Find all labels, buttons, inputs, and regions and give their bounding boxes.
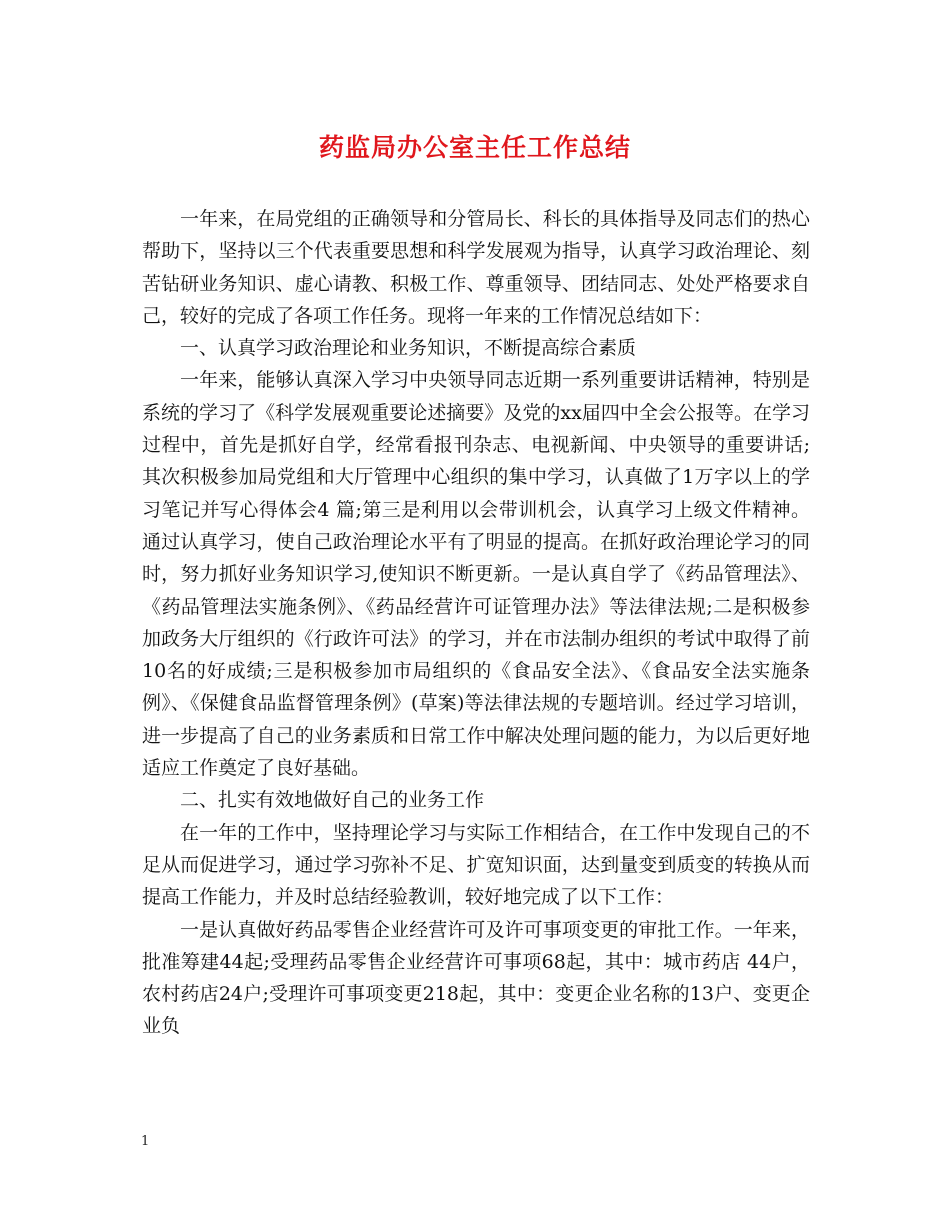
section-2-intro-paragraph: 在一年的工作中，坚持理论学习与实际工作相结合，在工作中发现自己的不足从而促进学习，通过学习弥补不足、扩宽知识面，达到量变到质变的转换从而提高工作能力，并及时总结经验教训，较好地完成了以下工作：: [142, 821, 810, 909]
intro-paragraph: 一年来，在局党组的正确领导和分管局长、科长的具体指导及同志们的热心帮助下，坚持以三个代表重要思想和科学发展观为指导，认真学习政治理论、刻苦钻研业务知识、虚心请教、积极工作、尊重领导、团结同志、处处严格要求自己，较好的完成了各项工作任务。现将一年来的工作情况总结如下：: [142, 208, 810, 327]
section-heading-1: 一、认真学习政治理论和业务知识，不断提高综合素质: [180, 337, 637, 360]
section-1-paragraph: 一年来，能够认真深入学习中央领导同志近期一系列重要讲话精神，特别是系统的学习了《科学发展观重要论述摘要》及党的xx届四中全会公报等。在学习过程中，首先是抓好自学，经常看报刊杂志、电视新闻、中央领导的重要讲话;其次积极参加局党组和大厅管理中心组织的集中学习，认真做了1万字以上的学习笔记并写心得体会4 篇;第三是利用以会带训机会，认真学习上级文件精神。通过认真学习，使自己政治理论水平有了明显的提高。在抓好政治理论学习的同时，努力抓好业务知识学习,使知识不断更新。一是认真自学了《药品管理法》、《药品管理法实施条例》、《药品经营许可证管理办法》等法律法规;二是积极参加政务大厅组织的《行政许可法》的学习，并在市法制办组织的考试中取得了前10名的好成绩;三是积极参加市局组织的《食品安全法》、《食品安全法实施条例》、《保健食品监督管理条例》(草案)等法律法规的专题培训。经过学习培训，进一步提高了自己的业务素质和日常工作中解决处理问题的能力，为以后更好地适应工作奠定了良好基础。: [142, 369, 810, 780]
section-2-item-1-paragraph: 一是认真做好药品零售企业经营许可及许可事项变更的审批工作。一年来，批准筹建44起;受理药品零售企业经营许可事项68起，其中：城市药店 44户，农村药店24户;受理许可事项变更218起，其中：变更企业名称的13户、变更企业负: [142, 918, 810, 1038]
document-title: 药监局办公室主任工作总结: [318, 133, 631, 162]
document-body: [142, 203, 810, 1043]
page-number: 1: [141, 1134, 150, 1149]
section-heading-2: 二、扎实有效地做好自己的业务工作: [180, 789, 485, 812]
